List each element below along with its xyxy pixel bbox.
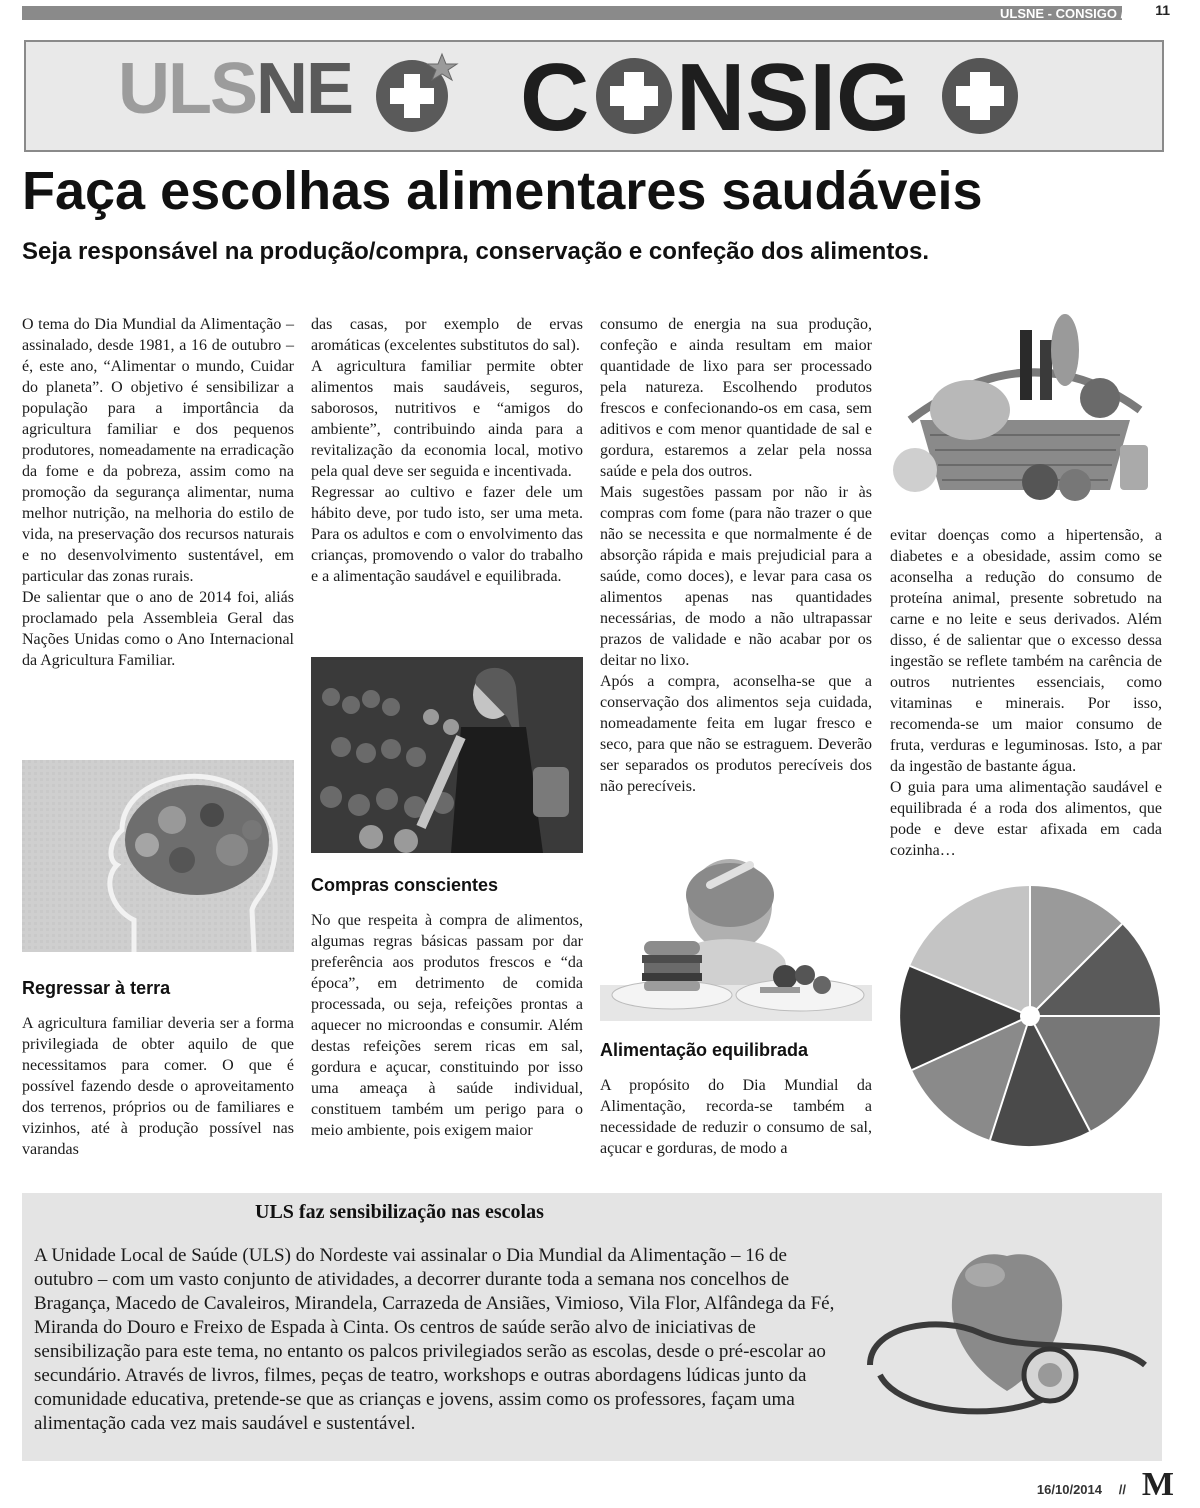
paragraph: O tema do Dia Mundial da Alimentação – assinalado, desde 1981, a 16 de outubro – é, este ano, “Alimentar o mundo, Cuidar do planeta”. O objetivo é sensibilizar a população para a importância da agricultura familiar e dos pequenos produtores, nomeadamente na erradicação da fome e da pobreza, assim como na promoção da segurança alimentar, numa melhor nutrição, na melhoria do estilo de vida, na preservação dos recursos naturais e no desenvolvimento sustentável, em particular das zonas rurais.: [22, 316, 294, 585]
paragraph: evitar doenças como a hipertensão, a diabetes e a obesidade, assim como se aconselha a redução do consumo de proteína animal, presente sobretudo na carne e no leite e seus derivados. Além disso, é de salientar que o excesso dessa ingestão se reflete também na carência de outros nutrientes essenciais, como vitaminas e minerais. Por isso, recomenda-se um maior consumo de fruta, verduras e leguminosas. Isto, a par da ingestão de bastante água.: [890, 527, 1162, 775]
plus-circle-icon: [372, 52, 462, 142]
paragraph: De salientar que o ano de 2014 foi, aliás proclamado pela Assembleia Geral das Nações Unidas como o Ano Internacional da Agricultura Familiar.: [22, 589, 294, 669]
page-number: 11: [1155, 2, 1170, 18]
shopping-woman-image: [311, 657, 583, 853]
column-4: [890, 525, 1162, 861]
child-burger-image: [600, 845, 872, 1021]
subhead-regressar: Regressar à terra: [22, 978, 171, 998]
brain-food-image: [22, 760, 294, 952]
paragraph: No que respeita à compra de alimentos, algumas regras básicas passam por dar preferência aos produtos frescos e “da época”, em detrimento de comida processada, ou seja, refeições prontas a aquecer no microondas e consumir. Além destas refeições serem ricas em sal, gordura e açucar, constituindo por isso uma ameaça à saúde individual, constituem também um perigo para o meio ambiente, pois exigem maior: [311, 912, 583, 1139]
food-wheel-image: [894, 880, 1166, 1152]
footer-date: 16/10/2014: [1036, 1482, 1102, 1497]
box-body: A Unidade Local de Saúde (ULS) do Nordeste vai assinalar o Dia Mundial da Alimentação – 16 de outubro – com um vasto conjunto de atividades, a decorrer durante toda a semana nos concelhos de Bragança, Macedo de Cavaleiros, Mirandela, Carrazeda de Ansiães, Vimioso, Vila Flor, Alfândega da Fé, Miranda do Douro e Freixo de Espada à Cinta. Os centros de saúde serão alvo de iniciativas de sensibilização para este tema, no entanto os palcos privilegiados serão as escolas, desde o pré-escolar ao secundário. Através de livros, filmes, peças de teatro, workshops e outras abordagens lúdicas junto da comunidade educativa, pretende-se que as crianças e jovens, assim como os professores, façam uma alimentação cada vez mais saudável e sustentável.: [34, 1245, 835, 1434]
column-3: [600, 314, 872, 797]
paragraph: das casas, por exemplo de ervas aromáticas (excelentes substitutos do sal).: [311, 316, 583, 354]
footer-separator: //: [1118, 1482, 1126, 1497]
column-3-bottom: [600, 1075, 872, 1159]
box-title: ULS faz sensibilização nas escolas: [255, 1201, 544, 1223]
column-2-bottom: [311, 910, 583, 1141]
column-1: [22, 314, 294, 671]
subhead-alimentacao: Alimentação equilibrada: [600, 1040, 809, 1060]
plus-circle-icon: [942, 58, 1018, 134]
footer-logo: M: [1141, 1466, 1174, 1503]
svg-text:C: C: [520, 52, 590, 148]
column-2: [311, 314, 583, 587]
paragraph: A agricultura familiar permite obter alimentos mais saudáveis, seguros, saborosos, nutritivos e “amigos do ambiente”, contribuindo ainda para a revitalização da economia local, motivo pela qual deve ser seguida e incentivada.: [311, 358, 583, 480]
plus-circle-icon: [596, 58, 672, 134]
paragraph: Após a compra, aconselha-se que a conservação dos alimentos seja cuidada, nomeadamente feita em lugar fresco e seco, para que não se estraguem. Deverão ser separados os produtos perecíveis dos não perecíveis.: [600, 673, 872, 795]
uls-ne-logo: [118, 48, 352, 130]
paragraph: Regressar ao cultivo e fazer dele um hábito deve, por tudo isto, ser uma meta. Para os adultos e com o envolvimento das crianças, promovendo o valor do trabalho e a alimentação saudável e equilibrada.: [311, 484, 583, 585]
heart-stethoscope-image: [860, 1215, 1160, 1451]
logo-uls-text: ULS: [118, 49, 256, 129]
logo-ne-text: NE: [256, 49, 353, 129]
column-1-bottom: [22, 1013, 294, 1160]
paragraph: consumo de energia na sua produção, confeção e ainda resultam em maior quantidade de lixo para ser processado pela natureza. Escolhendo produtos frescos e confecionando-os em casa, sem aditivos e com menor quantidade de sal e gordura, estaremos a zelar pela nossa saúde e pela dos outros.: [600, 316, 872, 480]
food-basket-image: [890, 310, 1162, 506]
subhead-compras: Compras conscientes: [311, 875, 499, 895]
top-rule: [22, 6, 1122, 20]
paragraph: A propósito do Dia Mundial da Alimentação, recorda-se também a necessidade de reduzir o consumo de sal, açucar e gorduras, de modo a: [600, 1077, 872, 1157]
paragraph: Mais sugestões passam por não ir às compras com fome (para não trazer o que não se necessita e que normalmente é de absorção rápida e mais prejudicial para a saúde, como doces), e levar para casa os alimentos apenas nas quantidades necessárias, de modo a não ultrapassar prazos de validade e não acabar por os deitar no lixo.: [600, 484, 872, 669]
article-headline: Faça escolhas alimentares saudáveis: [22, 161, 983, 221]
article-subheadline: Seja responsável na produção/compra, conservação e confeção dos alimentos.: [22, 238, 929, 265]
paragraph: A agricultura familiar deveria ser a forma privilegiada de obter aquilo de que necessitamos para comer. O que é possível fazendo desde o aproveitamento dos terrenos, próprios ou de familiares e vizinhos, até à produção possível nas varandas: [22, 1015, 294, 1158]
section-tag: ULSNE - CONSIGO //: [1000, 6, 1128, 21]
svg-text:NSIG: NSIG: [676, 52, 911, 148]
consigo-wordmark: [520, 52, 1030, 148]
paragraph: O guia para uma alimentação saudável e equilibrada é a roda dos alimentos, que pode e deve estar afixada em cada cozinha…: [890, 779, 1162, 859]
